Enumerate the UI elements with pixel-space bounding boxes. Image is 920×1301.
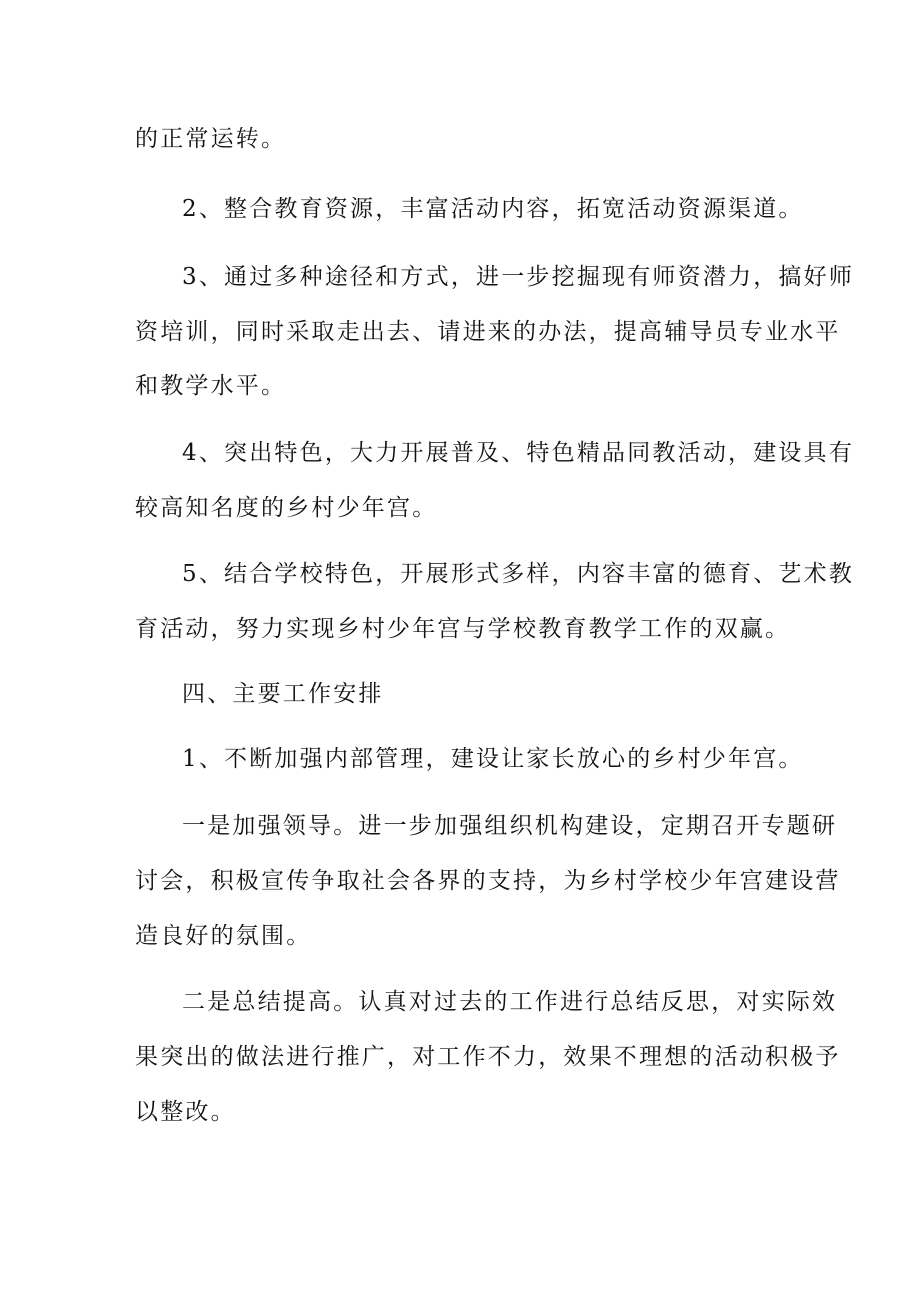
text-line: 5、结合学校特色，开展形式多样，内容丰富的德育、艺术教 <box>182 561 855 587</box>
text-line: 2、整合教育资源，丰富活动内容，拓宽活动资源渠道。 <box>182 196 804 222</box>
text-line: 二是总结提高。认真对过去的工作进行总结反思，对实际效 <box>182 989 838 1015</box>
text-line: 的正常运转。 <box>135 126 287 152</box>
text-line: 4、突出特色，大力开展普及、特色精品同教活动，建设具有 <box>182 440 855 466</box>
text-line: 以整改。 <box>135 1099 236 1125</box>
section-heading: 四、主要工作安排 <box>182 681 384 707</box>
text-line: 资培训，同时采取走出去、请进来的办法，提高辅导员专业水平 <box>135 319 841 345</box>
text-line: 和教学水平。 <box>135 373 287 399</box>
text-line: 果突出的做法进行推广，对工作不力，效果不理想的活动积极予 <box>135 1044 841 1070</box>
text-line: 一是加强领导。进一步加强组织机构建设，定期召开专题研 <box>182 813 838 839</box>
text-line: 讨会，积极宣传争取社会各界的支持，为乡村学校少年宫建设营 <box>135 868 841 894</box>
text-line: 1、不断加强内部管理，建设让家长放心的乡村少年宫。 <box>182 746 804 772</box>
text-line: 3、通过多种途径和方式，进一步挖掘现有师资潜力，搞好师 <box>182 264 855 290</box>
text-line: 较高知名度的乡村少年宫。 <box>135 495 438 521</box>
text-line: 育活动，努力实现乡村少年宫与学校教育教学工作的双赢。 <box>135 616 791 642</box>
text-line: 造良好的氛围。 <box>135 923 312 949</box>
